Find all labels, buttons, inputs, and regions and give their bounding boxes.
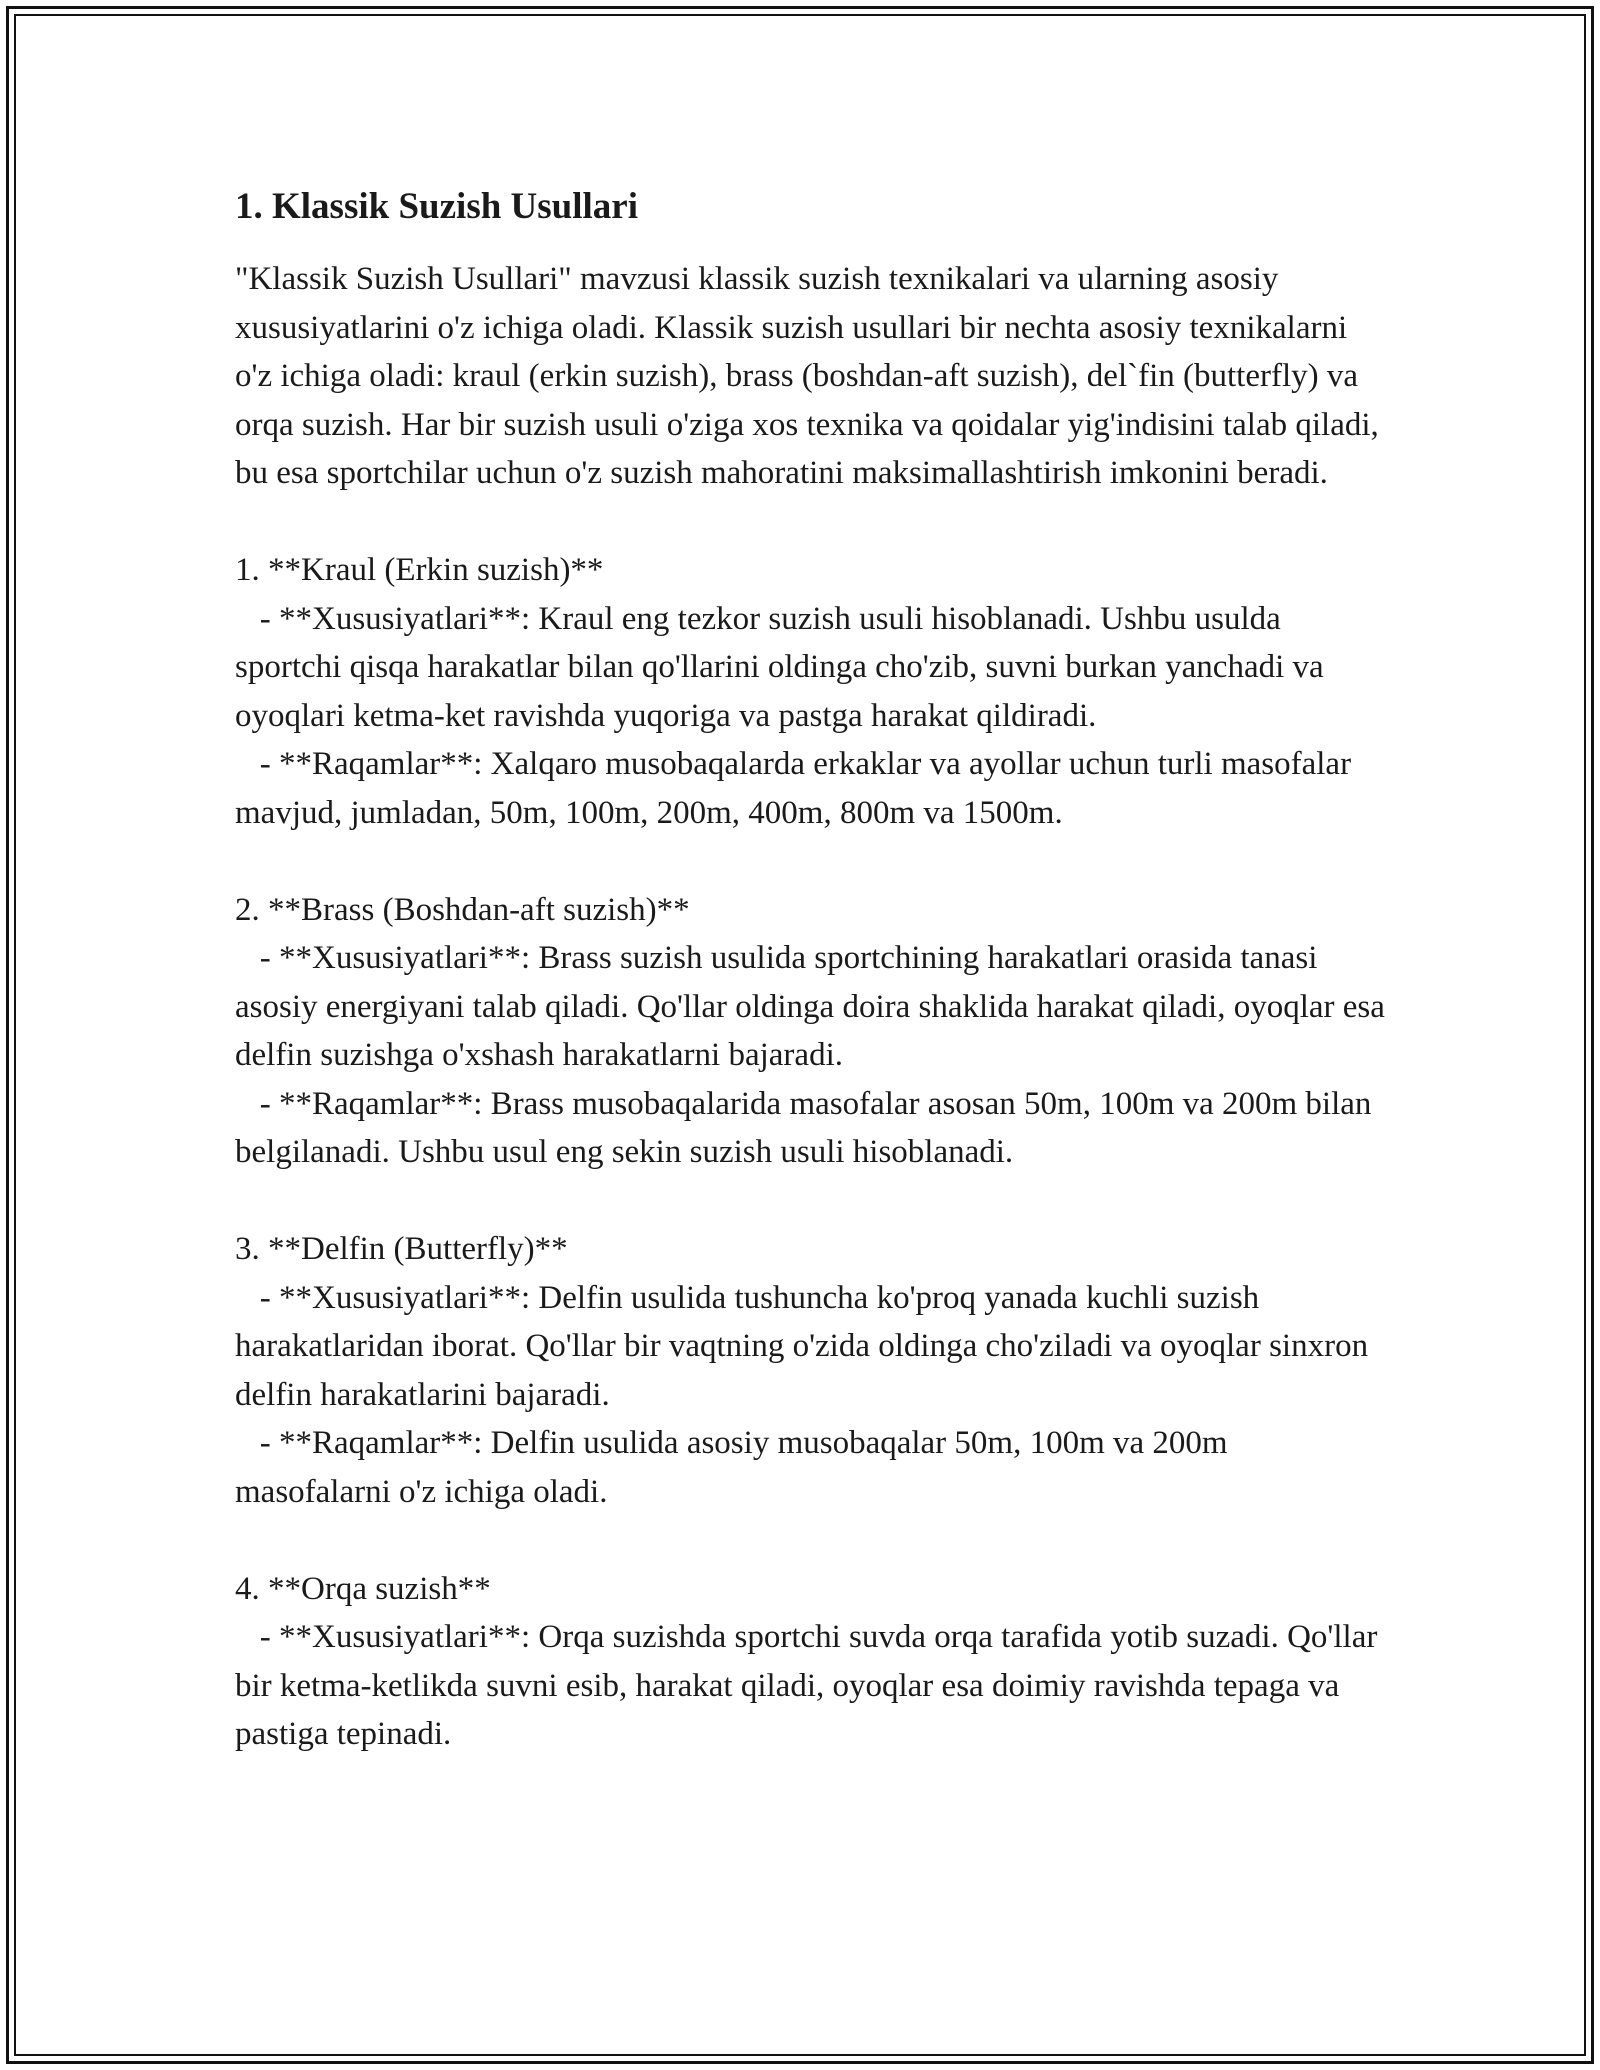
list-item-orqa	[235, 1565, 1385, 1759]
list-item-features: - **Xususiyatlari**: Orqa suzishda sportchi suvda orqa tarafida yotib suzadi. Qo'llar bir ketma-ketlikda suvni esib, harakat qiladi, oyoqlar esa doimiy ravishda tepaga va pastiga tepinadi.	[235, 1619, 1386, 1752]
list-item-numbers: - **Raqamlar**: Xalqaro musobaqalarda erkaklar va ayollar uchun turli masofalar mavjud, jumladan, 50m, 100m, 200m, 400m, 800m va 1500m.	[235, 746, 1360, 831]
list-item-features: - **Xususiyatlari**: Delfin usulida tushuncha ko'proq yanada kuchli suzish harakatlaridan iborat. Qo'llar bir vaqtning o'zida oldinga cho'ziladi va oyoqlar sinxron delfin harakatlarini bajaradi.	[235, 1279, 1377, 1413]
list-item-brass	[235, 886, 1394, 1177]
intro-paragraph: "Klassik Suzish Usullari" mavzusi klassik suzish texnikalari va ularning asosiy xususiyatlarini o'z ichiga oladi. Klassik suzish usullari bir nechta asosiy texnikalarni o'z ichiga oladi: kraul (erkin suzish), brass (boshdan-aft suzish), del`fin (butterfly) va orqa suzish. Har bir suzish usuli o'ziga xos texnika va qoidalar yig'indisini talab qiladi, bu esa sportchilar uchun o'z suzish mahoratini maksimallashtirish imkonini beradi.	[235, 261, 1388, 491]
list-item-numbers: - **Raqamlar**: Brass musobaqalarida masofalar asosan 50m, 100m va 200m bilan belgilanadi. Ushbu usul eng sekin suzish usuli hisoblanadi.	[235, 1085, 1380, 1170]
list-item-features: - **Xususiyatlari**: Kraul eng tezkor suzish usuli hisoblanadi. Ushbu usulda sportchi qisqa harakatlar bilan qo'llarini oldinga cho'zib, suvni burkan yanchadi va oyoqlari ketma-ket ravishda yuqoriga va pastga harakat qildiradi.	[235, 600, 1332, 734]
list-item-features: - **Xususiyatlari**: Brass suzish usulida sportchining harakatlari orasida tanasi asosiy energiyani talab qiladi. Qo'llar oldinga doira shaklida harakat qiladi, oyoqlar esa delfin suzishga o'xshash harakatlarni bajaradi.	[235, 940, 1394, 1073]
list-item-numbers: - **Raqamlar**: Delfin usulida asosiy musobaqalar 50m, 100m va 200m masofalarni o'z ichiga oladi.	[235, 1425, 1236, 1510]
paragraph-gap	[235, 1516, 1385, 1565]
list-item-title: 2. **Brass (Boshdan-aft suzish)**	[235, 891, 690, 928]
paragraph-gap	[235, 1177, 1385, 1226]
list-item-kraul	[235, 546, 1385, 837]
list-item-title: 3. **Delfin (Butterfly)**	[235, 1231, 568, 1267]
list-item-title: 1. **Kraul (Erkin suzish)**	[235, 552, 604, 588]
paragraph-gap	[235, 498, 1385, 547]
paragraph-gap	[235, 837, 1385, 886]
document-body	[235, 185, 1394, 1759]
list-item-title: 4. **Orqa suzish**	[235, 1570, 491, 1607]
list-item-delfin	[235, 1225, 1385, 1516]
section-heading: 1. Klassik Suzish Usullari	[235, 186, 639, 227]
